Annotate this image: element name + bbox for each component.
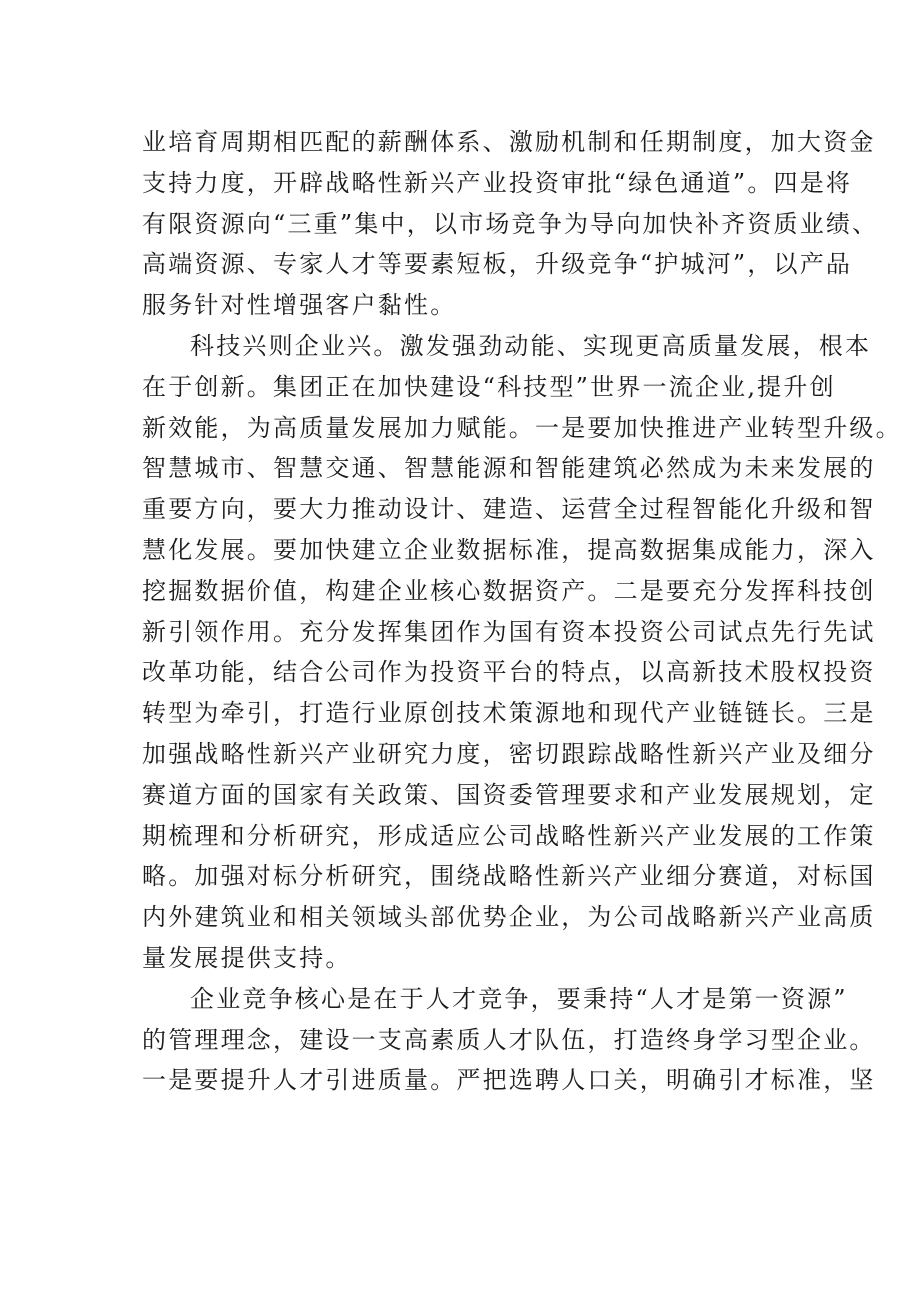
text-line: 新效能，为高质量发展加力赋能。一是要加快推进产业转型升级。 xyxy=(142,413,902,442)
text-line: 略。加强对标分析研究，围绕战略性新兴产业细分赛道，对标国 xyxy=(142,862,876,891)
text-line: 期梳理和分析研究，形成适应公司战略性新兴产业发展的工作策 xyxy=(142,821,876,850)
text-line: 量发展提供支持。 xyxy=(142,943,352,972)
text-line: 新引领作用。充分发挥集团作为国有资本投资公司试点先行先试 xyxy=(142,617,876,646)
text-line: 服务针对性增强客户黏性。 xyxy=(142,291,457,320)
text-line: 的管理理念，建设一支高素质人才队伍，打造终身学习型企业。 xyxy=(142,1025,876,1054)
text-line: 改革功能，结合公司作为投资平台的特点，以高新技术股权投资 xyxy=(142,658,876,687)
text-line: 业培育周期相匹配的薪酬体系、激励机制和任期制度，加大资金 xyxy=(142,128,876,156)
text-line: 慧化发展。要加快建立企业数据标准，提高数据集成能力，深入 xyxy=(142,535,876,564)
text-line: 转型为牵引，打造行业原创技术策源地和现代产业链链长。三是 xyxy=(142,699,876,728)
paragraph-3 xyxy=(142,979,876,1101)
text-line: 内外建筑业和相关领域头部优势企业，为公司战略新兴产业高质 xyxy=(142,903,876,932)
text-line: 在于创新。集团正在加快建设“科技型”世界一流企业,提升创 xyxy=(142,372,836,401)
text-line: 一是要提升人才引进质量。严把选聘人口关，明确引才标准，坚 xyxy=(142,1066,876,1095)
text-line: 有限资源向“三重”集中，以市场竞争为导向加快补齐资质业绩、 xyxy=(142,209,879,238)
paragraph-2 xyxy=(142,326,902,979)
text-line: 赛道方面的国家有关政策、国资委管理要求和产业发展规划，定 xyxy=(142,780,876,809)
text-line: 加强战略性新兴产业研究力度，密切跟踪战略性新兴产业及细分 xyxy=(142,739,876,768)
text-line: 高端资源、专家人才等要素短板，升级竞争“护城河”，以产品 xyxy=(142,250,853,279)
text-line: 挖掘数据价值，构建企业核心数据资产。二是要充分发挥科技创 xyxy=(142,576,876,605)
paragraph-1 xyxy=(142,122,879,326)
body-text xyxy=(142,122,902,1101)
text-line: 重要方向，要大力推动设计、建造、运营全过程智能化升级和智 xyxy=(142,495,876,524)
text-line-first: 科技兴则企业兴。激发强劲动能、实现更高质量发展，根本 xyxy=(190,331,872,360)
text-line: 智慧城市、智慧交通、智慧能源和智能建筑必然成为未来发展的 xyxy=(142,454,876,483)
text-line: 支持力度，开辟战略性新兴产业投资审批“绿色通道”。四是将 xyxy=(142,168,853,197)
text-line-first: 企业竞争核心是在于人才竞争，要秉持“人才是第一资源” xyxy=(190,984,848,1013)
